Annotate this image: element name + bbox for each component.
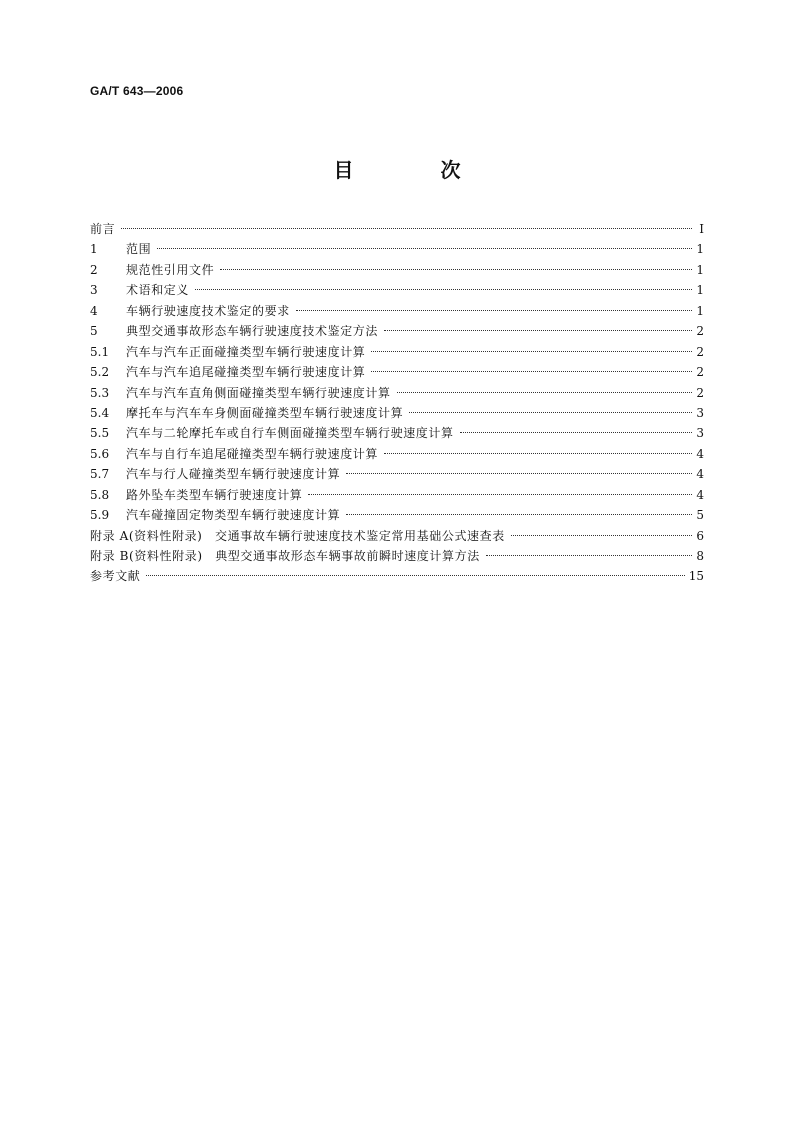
toc-entry-title: 汽车与二轮摩托车或自行车侧面碰撞类型车辆行驶速度计算 (126, 426, 454, 441)
toc-dot-leader (460, 432, 692, 433)
toc-entry-title: 汽车与行人碰撞类型车辆行驶速度计算 (126, 467, 341, 482)
toc-entry-number: 5.2 (90, 365, 110, 380)
toc-entry-number: 5.9 (90, 508, 110, 523)
toc-dot-leader (384, 330, 692, 331)
toc-entry[interactable] (90, 342, 704, 362)
toc-entry[interactable] (90, 505, 704, 525)
toc-entry-page: 4 (696, 446, 704, 461)
toc-entry-page: 2 (696, 344, 704, 359)
toc-entry-title: 汽车与汽车直角侧面碰撞类型车辆行驶速度计算 (126, 385, 391, 400)
toc-entry-title: 汽车碰撞固定物类型车辆行驶速度计算 (126, 508, 341, 523)
toc-entry-number: 5.8 (90, 487, 110, 502)
toc-entry[interactable] (90, 485, 704, 505)
toc-dot-leader (157, 248, 692, 249)
toc-entry[interactable] (90, 546, 704, 566)
toc-entry[interactable] (90, 383, 704, 403)
toc-entry-title: 汽车与汽车正面碰撞类型车辆行驶速度计算 (126, 344, 366, 359)
toc-dot-leader (371, 351, 692, 352)
toc-entry[interactable] (90, 403, 704, 423)
toc-entry[interactable] (90, 301, 704, 321)
toc-dot-leader (346, 473, 692, 474)
toc-entry[interactable] (90, 260, 704, 280)
toc-entry-page: 15 (688, 569, 704, 584)
toc-entry-number: 5.6 (90, 446, 110, 461)
toc-entry-title: 附录 A(资料性附录) 交通事故车辆行驶速度技术鉴定常用基础公式速查表 (90, 528, 505, 543)
toc-entry-title: 术语和定义 (126, 283, 190, 298)
toc-dot-leader (146, 575, 684, 576)
toc-entry-title: 范围 (126, 242, 152, 257)
toc-entry[interactable] (90, 280, 704, 300)
toc-entry-page: 1 (696, 242, 704, 257)
toc-entry-title: 车辆行驶速度技术鉴定的要求 (126, 303, 290, 318)
toc-entry-title: 典型交通事故形态车辆行驶速度技术鉴定方法 (126, 324, 379, 339)
toc-entry[interactable] (90, 464, 704, 484)
toc-dot-leader (409, 412, 692, 413)
toc-dot-leader (511, 535, 692, 536)
toc-entry[interactable] (90, 321, 704, 341)
toc-entry-title: 附录 B(资料性附录) 典型交通事故形态车辆事故前瞬时速度计算方法 (90, 549, 480, 563)
toc-dot-leader (121, 228, 692, 229)
toc-entry-page: 1 (696, 303, 704, 318)
toc-dot-leader (220, 269, 692, 270)
toc-entry[interactable] (90, 526, 704, 546)
toc-entry[interactable] (90, 423, 704, 443)
toc-entry-page: 2 (696, 324, 704, 339)
toc-entry-page: 3 (696, 405, 704, 420)
toc-dot-leader (486, 555, 692, 556)
toc-entry-number: 5.7 (90, 467, 110, 482)
toc-entry-number: 5.1 (90, 344, 110, 359)
toc-dot-leader (296, 310, 692, 311)
toc-entry-page: Ⅰ (699, 222, 704, 236)
toc-entry-page: 4 (696, 487, 704, 502)
toc-entry-number: 3 (90, 283, 98, 298)
toc-dot-leader (397, 392, 692, 393)
toc-entry-page: 2 (696, 385, 704, 400)
toc-entry-number: 2 (90, 262, 98, 277)
toc-entry[interactable] (90, 362, 704, 382)
document-code: GA/T 643—2006 (90, 84, 184, 98)
toc-entry[interactable] (90, 566, 704, 586)
toc-entry-number: 5.4 (90, 405, 110, 420)
toc-entry-page: 1 (696, 283, 704, 298)
toc-entry-page: 8 (696, 549, 704, 563)
toc-entry-number: 5.5 (90, 426, 110, 441)
toc-entry-page: 4 (696, 467, 704, 482)
toc-entry-title: 摩托车与汽车车身侧面碰撞类型车辆行驶速度计算 (126, 405, 404, 420)
toc-entry-number: 5 (90, 324, 98, 339)
toc-entry-title: 规范性引用文件 (126, 262, 215, 277)
toc-entry-page: 1 (696, 262, 704, 277)
toc-entry-title: 汽车与自行车追尾碰撞类型车辆行驶速度计算 (126, 446, 379, 461)
toc-entry-number: 5.3 (90, 385, 110, 400)
toc-entry[interactable] (90, 444, 704, 464)
table-of-contents (90, 219, 704, 587)
toc-entry-page: 2 (696, 365, 704, 380)
toc-entry-number: 4 (90, 303, 98, 318)
toc-entry-title: 汽车与汽车追尾碰撞类型车辆行驶速度计算 (126, 365, 366, 380)
toc-entry[interactable] (90, 219, 704, 239)
toc-entry-title: 路外坠车类型车辆行驶速度计算 (126, 487, 303, 502)
toc-entry[interactable] (90, 239, 704, 259)
toc-entry-page: 3 (696, 426, 704, 441)
toc-entry-title: 参考文献 (90, 569, 141, 584)
page-title: 目 次 (333, 158, 501, 182)
toc-dot-leader (308, 494, 692, 495)
toc-entry-number: 1 (90, 242, 98, 257)
toc-dot-leader (384, 453, 692, 454)
toc-entry-page: 6 (696, 528, 704, 543)
toc-dot-leader (371, 371, 692, 372)
toc-entry-title: 前言 (90, 222, 116, 236)
toc-dot-leader (195, 289, 692, 290)
toc-entry-page: 5 (696, 508, 704, 523)
toc-dot-leader (346, 514, 692, 515)
